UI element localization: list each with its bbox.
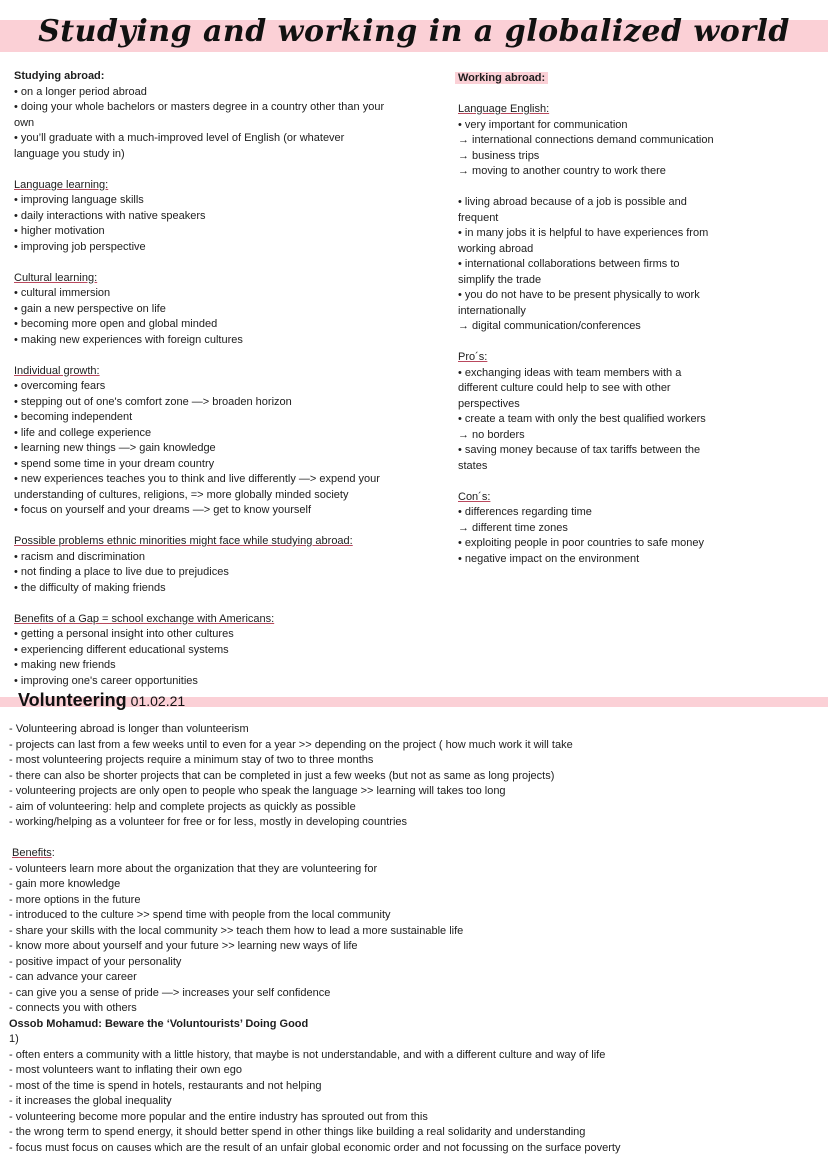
- list-item: - aim of volunteering: help and complete projects as quickly as possible: [9, 800, 356, 813]
- list-item: - volunteering projects are only open to people who speak the language >> learning will takes too long: [9, 785, 506, 797]
- list-item: - projects can last from a few weeks until to even for a year >> depending on the project ( how much work it will take: [9, 738, 573, 751]
- list-item: understanding of cultures, religions, => more globally minded society: [14, 488, 349, 501]
- list-item: - can give you a sense of pride —> increases your self confidence: [9, 986, 331, 999]
- list-item: • new experiences teaches you to think and live differently —> expend your: [14, 473, 380, 485]
- cultural-learning-list: [14, 286, 414, 348]
- volunteering-title: [18, 690, 185, 711]
- list-item: • exchanging ideas with team members with a: [458, 366, 682, 379]
- list-item: • learning new things —> gain knowledge: [14, 442, 216, 454]
- list-item: • overcoming fears: [14, 380, 106, 392]
- problems-list: [14, 550, 414, 597]
- list-item: • racism and discrimination: [14, 550, 146, 563]
- list-item: - know more about yourself and your future >> learning new ways of life: [9, 940, 358, 952]
- list-item: • gain a new perspective on life: [14, 302, 166, 315]
- pros-list: [458, 366, 758, 475]
- cultural-learning-heading: Cultural learning:: [14, 271, 98, 284]
- benefits-heading-colon: :: [51, 847, 55, 859]
- article-list: [9, 1048, 809, 1157]
- list-item: - most volunteers want to inflating their own ego: [9, 1064, 242, 1076]
- list-item: • becoming independent: [14, 411, 133, 423]
- list-item: - there can also be shorter projects that can be completed in just a few weeks (but not as same as long projects): [9, 769, 555, 782]
- list-item: • exploiting people in poor countries to safe money: [458, 537, 705, 549]
- working-abroad-heading: Working abroad:: [455, 72, 548, 84]
- list-item: - positive impact of your personality: [9, 955, 182, 968]
- list-item: • cultural immersion: [14, 287, 111, 299]
- studying-abroad-list: [14, 85, 414, 163]
- list-item: - the wrong term to spend energy, it should better spend in other things like building a real solidarity and understanding: [9, 1126, 586, 1138]
- right-column: [458, 71, 758, 567]
- list-item: states: [458, 459, 488, 472]
- language-learning-list: [14, 193, 414, 255]
- list-item: → different time zones: [458, 521, 568, 534]
- individual-growth-heading: Individual growth:: [14, 364, 100, 377]
- volunteering-body: [9, 722, 809, 1156]
- article-number: 1): [9, 1033, 19, 1045]
- list-item: • you’ll graduate with a much-improved level of English (or whatever: [14, 132, 345, 144]
- list-item: • making new friends: [14, 659, 116, 671]
- list-item: internationally: [458, 304, 526, 317]
- working-abroad-list: [458, 195, 758, 335]
- list-item: • negative impact on the environment: [458, 552, 640, 565]
- left-column: [14, 69, 414, 689]
- volunteering-heading: Volunteering: [18, 690, 127, 710]
- list-item: - can advance your career: [9, 971, 137, 983]
- list-item: • international collaborations between firms to: [458, 258, 680, 270]
- list-item: • making new experiences with foreign cultures: [14, 333, 243, 346]
- list-item: - working/helping as a volunteer for free or for less, mostly in developing countries: [9, 816, 408, 828]
- list-item: - Volunteering abroad is longer than volunteerism: [9, 723, 249, 735]
- language-english-heading: Language English:: [458, 103, 550, 115]
- list-item: • higher motivation: [14, 225, 105, 237]
- list-item: • getting a personal insight into other cultures: [14, 628, 234, 640]
- benefits-gap-list: [14, 627, 414, 689]
- list-item: → digital communication/conferences: [458, 320, 641, 332]
- list-item: • you do not have to be present physically to work: [458, 289, 700, 301]
- list-item: • focus on yourself and your dreams —> get to know yourself: [14, 504, 312, 516]
- list-item: own: [14, 116, 35, 129]
- list-item: - connects you with others: [9, 1002, 137, 1014]
- language-learning-heading: Language learning:: [14, 178, 109, 191]
- list-item: → moving to another country to work there: [458, 165, 666, 177]
- list-item: • create a team with only the best qualified workers: [458, 413, 706, 425]
- list-item: - most volunteering projects require a minimum stay of two to three months: [9, 754, 374, 766]
- list-item: perspectives: [458, 397, 520, 410]
- list-item: working abroad: [458, 242, 534, 255]
- list-item: - volunteers learn more about the organization that they are volunteering for: [9, 862, 378, 875]
- list-item: → no borders: [458, 428, 525, 441]
- volunteering-benefits-list: [9, 862, 809, 1017]
- cons-list: [458, 505, 758, 567]
- cons-heading: Con´s:: [458, 490, 491, 503]
- list-item: - most of the time is spend in hotels, restaurants and not helping: [9, 1079, 322, 1092]
- list-item: • saving money because of tax tariffs between the: [458, 444, 701, 456]
- list-item: • doing your whole bachelors or masters degree in a country other than your: [14, 101, 385, 113]
- list-item: • improving job perspective: [14, 240, 146, 253]
- list-item: • improving one's career opportunities: [14, 674, 198, 687]
- list-item: → international connections demand communication: [458, 134, 714, 146]
- list-item: simplify the trade: [458, 273, 542, 286]
- pros-heading: Pro´s:: [458, 351, 488, 363]
- list-item: - volunteering become more popular and the entire industry has sprouted out from this: [9, 1110, 428, 1123]
- individual-growth-list: [14, 379, 414, 519]
- list-item: • stepping out of one's comfort zone —> broaden horizon: [14, 395, 292, 408]
- list-item: • experiencing different educational systems: [14, 643, 229, 656]
- list-item: - often enters a community with a little history, that maybe is not understandable, and with a different culture and way of life: [9, 1048, 606, 1061]
- list-item: • life and college experience: [14, 426, 152, 439]
- benefits-heading: Benefits: [12, 847, 52, 859]
- list-item: frequent: [458, 211, 499, 224]
- list-item: • differences regarding time: [458, 506, 592, 518]
- list-item: • in many jobs it is helpful to have experiences from: [458, 227, 709, 239]
- list-item: - gain more knowledge: [9, 878, 121, 890]
- list-item: - share your skills with the local community >> teach them how to lead a more sustainable life: [9, 924, 464, 937]
- studying-abroad-heading: Studying abroad:: [14, 70, 105, 82]
- list-item: - it increases the global inequality: [9, 1095, 172, 1107]
- list-item: • daily interactions with native speakers: [14, 209, 206, 222]
- list-item: • improving language skills: [14, 194, 144, 206]
- volunteering-intro-list: [9, 722, 809, 831]
- list-item: → business trips: [458, 149, 540, 162]
- page-title: Studying and working in a globalized world: [38, 14, 790, 49]
- list-item: • not finding a place to live due to prejudices: [14, 566, 229, 578]
- list-item: • becoming more open and global minded: [14, 318, 218, 330]
- benefits-gap-heading: Benefits of a Gap = school exchange with Americans:: [14, 612, 275, 625]
- list-item: different culture could help to see with other: [458, 382, 671, 394]
- list-item: • spend some time in your dream country: [14, 457, 215, 470]
- language-english-list: [458, 118, 758, 180]
- list-item: - more options in the future: [9, 893, 141, 906]
- list-item: • the difficulty of making friends: [14, 581, 166, 594]
- problems-heading: Possible problems ethnic minorities might face while studying abroad:: [14, 535, 353, 547]
- list-item: language you study in): [14, 147, 125, 160]
- article-heading: Ossob Mohamud: Beware the ‘Voluntourists’ Doing Good: [9, 1017, 309, 1030]
- list-item: - focus must focus on causes which are the result of an unfair global economic order and not focussing on the surface poverty: [9, 1141, 621, 1154]
- list-item: - introduced to the culture >> spend time with people from the local community: [9, 909, 391, 921]
- list-item: • living abroad because of a job is possible and: [458, 196, 687, 208]
- list-item: • on a longer period abroad: [14, 85, 147, 98]
- volunteering-date: 01.02.21: [130, 693, 186, 709]
- list-item: • very important for communication: [458, 118, 628, 131]
